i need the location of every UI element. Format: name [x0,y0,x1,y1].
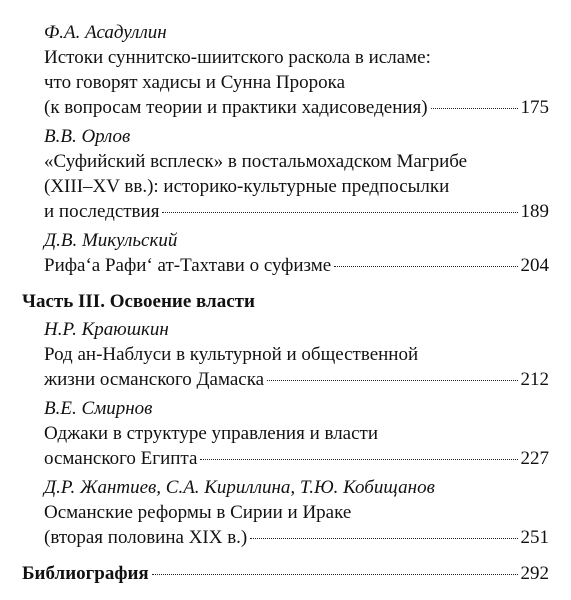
entry-title-line: что говорят хадисы и Сунна Пророка [44,72,346,93]
toc-entry [44,96,549,120]
toc-entry [44,200,549,224]
entry-title-line: Род ан-Наблуси в культурной и общественной [44,344,419,365]
entry-title-line: османского Египта [44,448,198,469]
entry-title-line: Рифа‘а Рафи‘ ат-Тахтави о суфизме [44,255,332,276]
entry-author: Д.В. Микульский [44,230,178,251]
page-number: 175 [520,97,549,118]
page-number: 204 [520,255,549,276]
entry-author: Ф.А. Асадуллин [44,22,167,43]
bibliography-label: Библиография [22,563,149,584]
toc-entry [44,254,549,278]
dot-leader [431,108,518,109]
dot-leader [200,459,517,460]
part-heading: Часть III. Освоение власти [22,291,255,312]
page-number: 212 [520,369,549,390]
dot-leader [250,538,517,539]
dot-leader [334,266,517,267]
page-number: 227 [520,448,549,469]
entry-title-line: Оджаки в структуре управления и власти [44,423,379,444]
page-number: 292 [520,563,549,584]
entry-title-line: Османские реформы в Сирии и Ираке [44,502,352,523]
dot-leader [267,380,517,381]
dot-leader [162,212,517,213]
entry-author: В.В. Орлов [44,126,131,147]
entry-title-line: и последствия [44,201,160,222]
toc-entry [44,526,549,550]
entry-author: В.Е. Смирнов [44,398,153,419]
dot-leader [152,574,518,575]
toc-entry [44,447,549,471]
toc-entry [44,368,549,392]
entry-title-line: жизни османского Дамаска [44,369,265,390]
page-number: 251 [520,527,549,548]
entry-title-line: «Суфийский всплеск» в постальмохадском Магрибе [44,151,468,172]
entry-title-line: (к вопросам теории и практики хадисоведения) [44,97,428,118]
entry-author: Д.Р. Жантиев, С.А. Кириллина, Т.Ю. Кобищанов [44,477,435,498]
entry-author: Н.Р. Краюшкин [44,319,169,340]
entry-title-line: (вторая половина XIX в.) [44,527,248,548]
entry-title-line: Истоки суннитско-шиитского раскола в исламе: [44,47,431,68]
entry-title-line: (XIII–XV вв.): историко-культурные предпосылки [44,176,450,197]
page-number: 189 [520,201,549,222]
toc-entry-bibliography [22,562,549,586]
